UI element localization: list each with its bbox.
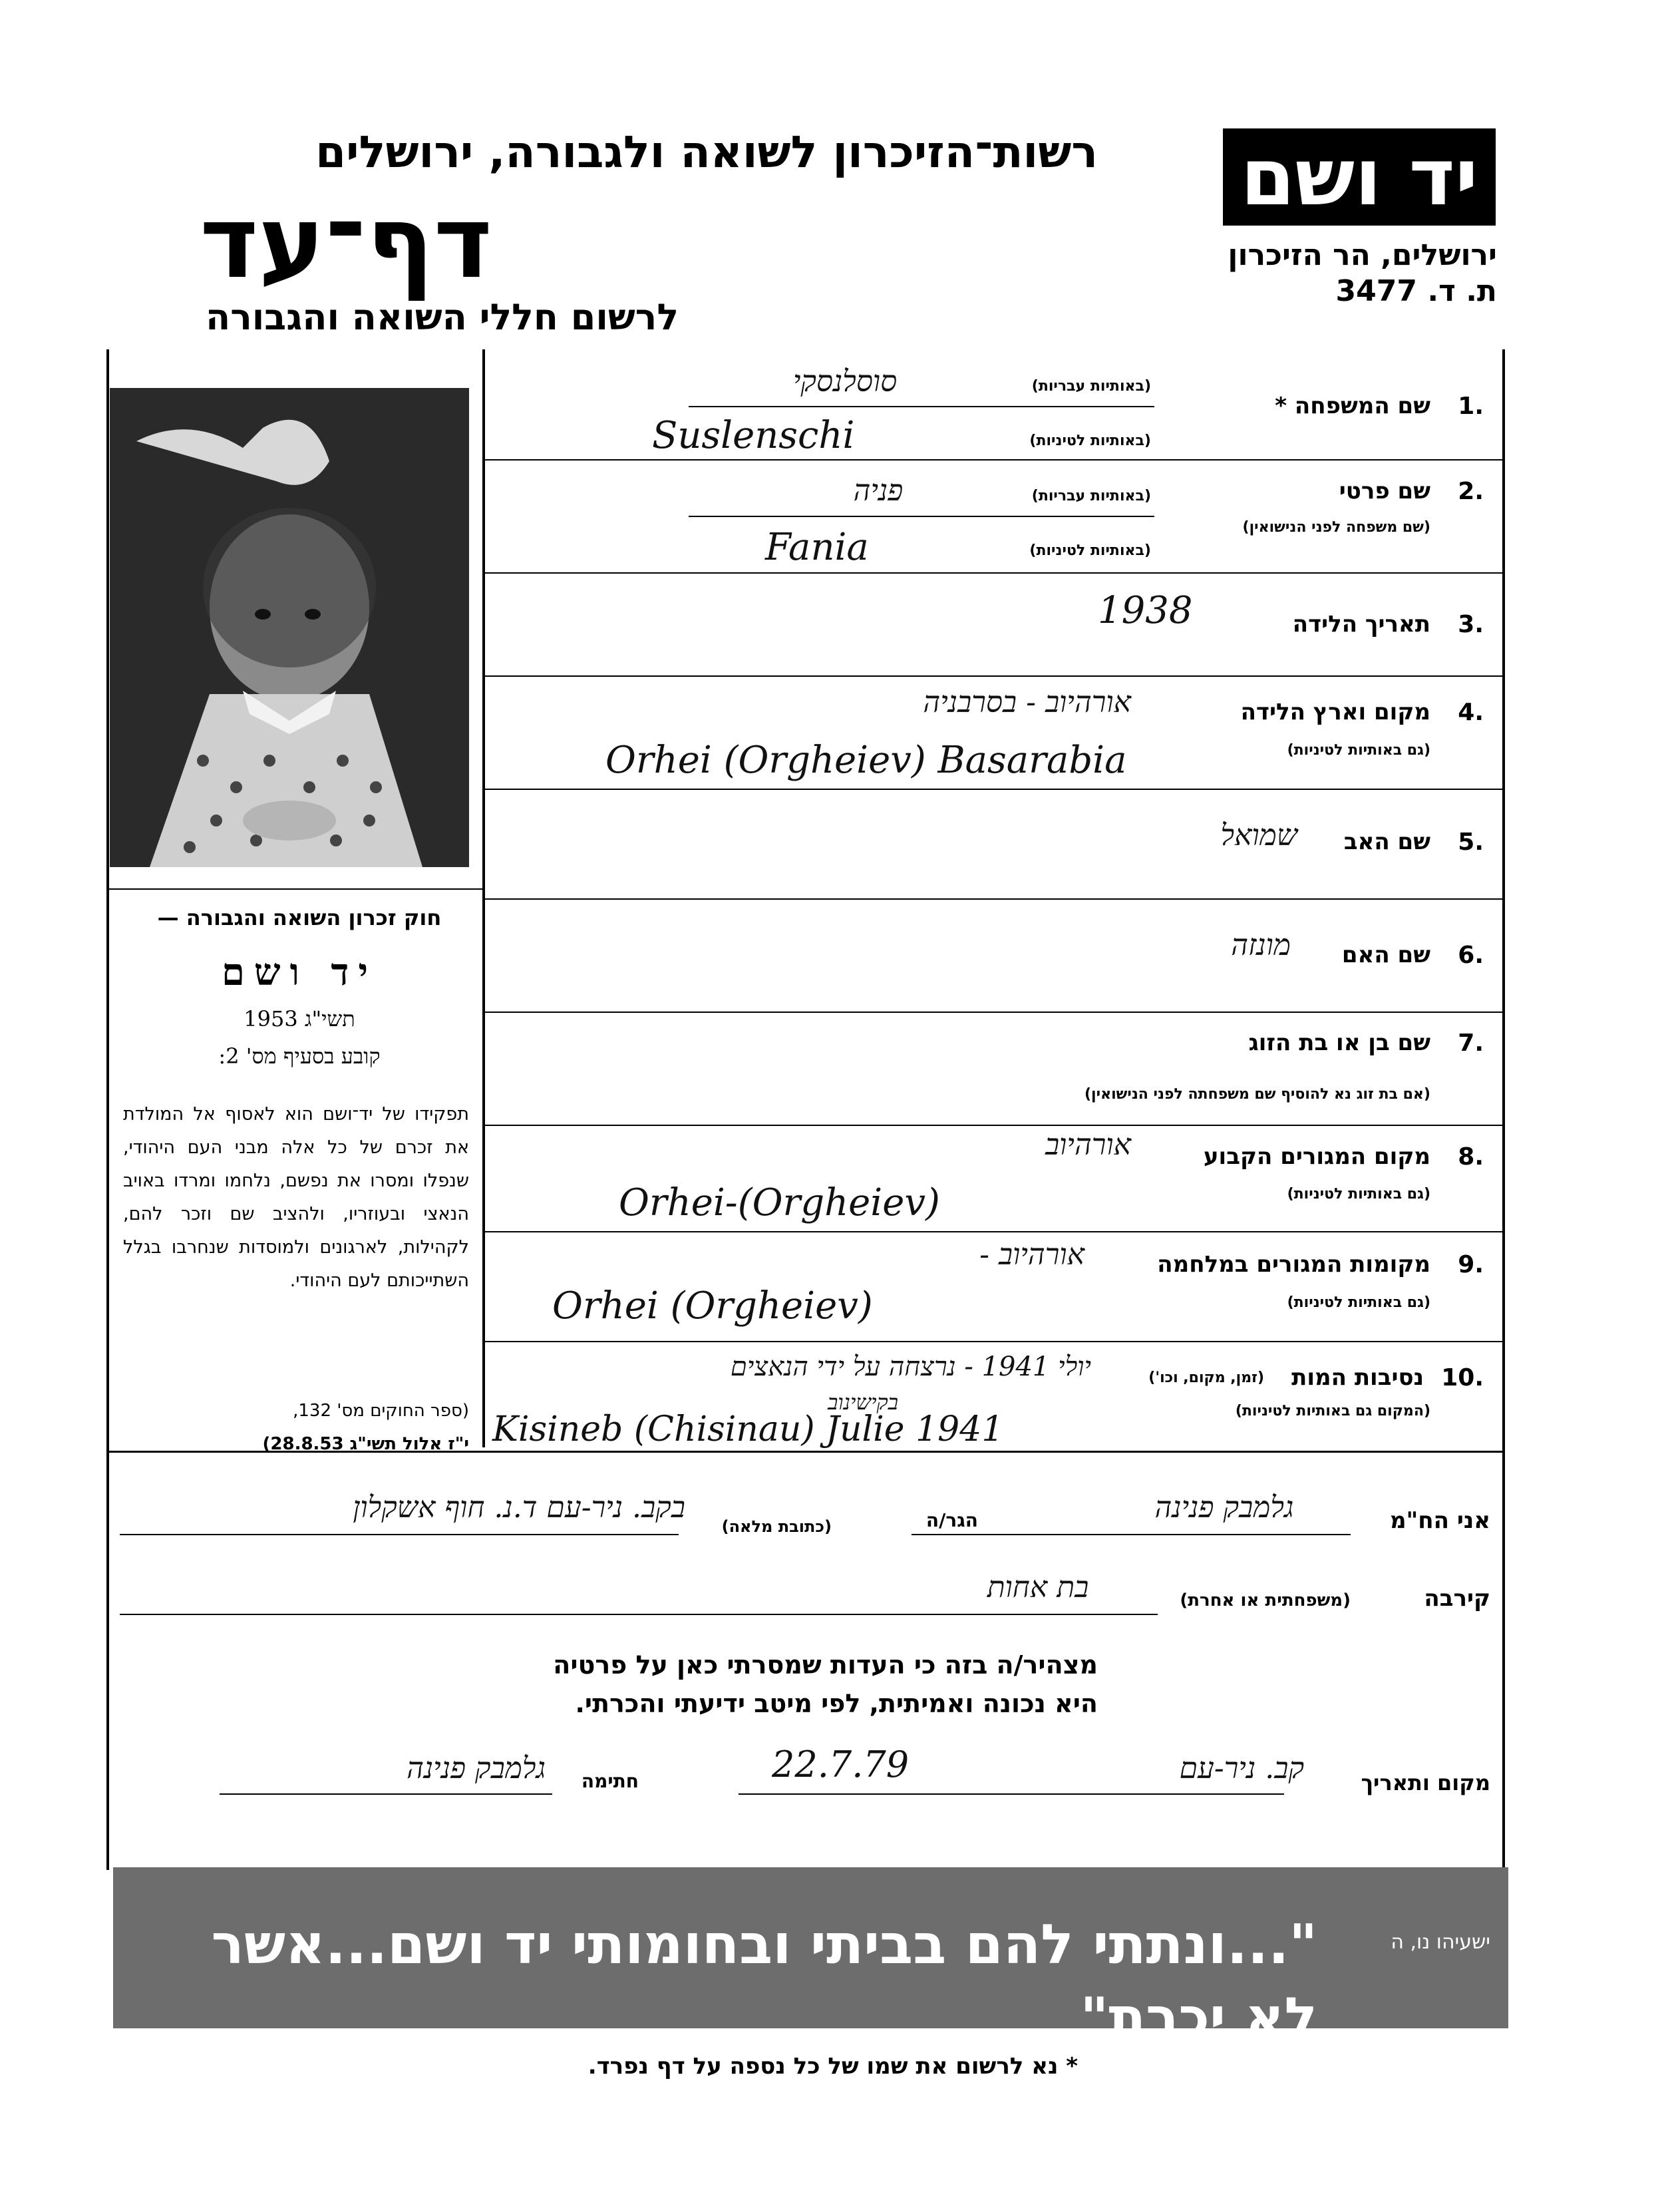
row-separator: [482, 789, 1504, 790]
declarant-label: אני הח"מ: [1389, 1507, 1490, 1534]
field-9-label: מקומות המגורים במלחמה: [1157, 1251, 1430, 1278]
field-2-hebrew-value[interactable]: פניה: [853, 474, 904, 508]
law-reference-2: י"ז אלול תשי"ג 28.8.53): [262, 1434, 469, 1454]
field-10-number: 10.: [1441, 1364, 1484, 1391]
date-value[interactable]: 22.7.79: [772, 1744, 910, 1785]
field-10-note: (זמן, מקום, וכו'): [1148, 1370, 1264, 1386]
place-date-label: מקום ותאריך: [1361, 1770, 1490, 1795]
place-value[interactable]: קב. ניר-עם: [1179, 1751, 1304, 1785]
law-reference-1: (ספר החוקים מס' 132,: [293, 1401, 469, 1421]
field-2-hebrew-line: [689, 516, 1154, 517]
authority-title: רשות־הזיכרון לשואה ולגבורה, ירושלים: [315, 126, 1098, 178]
field-5-label: שם האב: [1343, 829, 1430, 855]
declarant-address-line: [120, 1534, 679, 1535]
signature-value[interactable]: גלמבק פנינה: [407, 1751, 546, 1785]
field-3-label: תאריך הלידה: [1292, 611, 1430, 638]
banner-quote: "...ונתתי להם בביתי ובחומותי יד ושם...אשר לא יכרת": [211, 1913, 1317, 2050]
field-4-latin-value[interactable]: Orhei (Orgheiev) Basarabia: [605, 739, 1127, 782]
field-6-label: שם האם: [1341, 942, 1430, 968]
relation-label: קירבה: [1424, 1585, 1490, 1612]
field-4-number: 4.: [1458, 699, 1484, 726]
field-8-latin-note: (גם באותיות לטיניות): [1287, 1186, 1430, 1202]
field-2-number: 2.: [1458, 478, 1484, 505]
declarant-name-line: [912, 1534, 1351, 1535]
law-name: יד ושם: [221, 950, 378, 994]
section-separator: [106, 1451, 1504, 1453]
field-9-number: 9.: [1458, 1251, 1484, 1278]
field-10-latin-note: (המקום גם באותיות לטיניות): [1235, 1403, 1430, 1419]
row-separator: [482, 1231, 1504, 1232]
residing-label: הגר/ה: [925, 1509, 978, 1531]
field-4-hebrew-value[interactable]: אורהיוב - בסרבניה: [923, 685, 1131, 719]
field-8-latin-value[interactable]: Orhei-(Orgheiev): [619, 1181, 940, 1224]
field-1-hebrew-value[interactable]: סוסלנסקי: [792, 365, 898, 399]
portrait-image: [110, 388, 469, 867]
field-2-hebrew-note: (באותיות עבריות): [1031, 488, 1151, 504]
field-4-label: מקום וארץ הלידה: [1240, 699, 1430, 725]
field-3-number: 3.: [1458, 611, 1484, 638]
field-8-hebrew-value[interactable]: אורהיוב: [1045, 1128, 1131, 1162]
quote-banner: [113, 1867, 1508, 2050]
field-7-note: (אם בת זוג נא להוסיף שם משפחתה לפני הנישואין): [1084, 1086, 1430, 1103]
relation-line: [120, 1614, 1158, 1615]
logo-address-line: ירושלים, הר הזיכרון: [1228, 238, 1497, 272]
row-separator: [482, 898, 1504, 900]
field-8-label: מקום המגורים הקבוע: [1203, 1143, 1430, 1170]
law-year: תשי"ג 1953: [244, 1006, 355, 1031]
field-9-latin-note: (גם באותיות לטיניות): [1287, 1294, 1430, 1311]
field-9-hebrew-value[interactable]: אורהיוב -: [979, 1238, 1084, 1272]
field-7-number: 7.: [1458, 1029, 1484, 1057]
field-2-sublabel: (שם משפחה לפני הנישואין): [1242, 519, 1430, 536]
logo-pobox-line: ת. ד. 3477: [1335, 274, 1497, 308]
field-1-hebrew-line: [689, 406, 1154, 407]
relation-note: (משפחתית או אחרת): [1180, 1590, 1351, 1610]
sidebar-separator: [106, 888, 482, 890]
law-text: תפקידו של יד־ושם הוא לאסוף אל המולדת את זכרם של כל אלה מבני העם היהודי, שנפלו ומסרו את נפשם, נלחמו ומרדו באויב הנאצי ובעוזריו, ולהציב שם וזכר להם, לקהילות, לארגונים ולמוסדות שנחרבו בגלל השתייכותם לעם היהודי.: [123, 1104, 469, 1291]
field-10-hebrew-value-2[interactable]: בקישינוב: [828, 1389, 898, 1415]
field-1-number: 1.: [1458, 393, 1484, 420]
field-5-value[interactable]: שמואל: [1220, 819, 1297, 852]
declarant-address[interactable]: בקב. ניר-עם ד.נ. חוף אשקלון: [353, 1491, 685, 1525]
victim-photo: [110, 388, 469, 867]
footer-note: * נא לרשום את שמו של כל נספה על דף נפרד.: [587, 2053, 1078, 2080]
relation-value[interactable]: בת אחות: [987, 1570, 1089, 1604]
form-title: דף־עד: [200, 185, 492, 301]
field-10-label: נסיבות המות: [1291, 1364, 1424, 1391]
field-10-latin-value[interactable]: Kisineb (Chisinau) Julie 1941: [492, 1409, 1004, 1449]
address-note: (כתובת מלאה): [721, 1517, 832, 1536]
field-1-hebrew-note: (באותיות עבריות): [1031, 378, 1151, 395]
declarant-name[interactable]: גלמבק פנינה: [1154, 1491, 1294, 1525]
field-8-number: 8.: [1458, 1143, 1484, 1171]
signature-label: חתימה: [581, 1770, 639, 1792]
banner-source: ישעיהו נו, ה: [1391, 1931, 1490, 1954]
place-date-line: [739, 1793, 1284, 1795]
field-6-value[interactable]: מונזה: [1231, 928, 1291, 962]
field-2-latin-value[interactable]: Fania: [765, 526, 869, 569]
row-separator: [482, 572, 1504, 574]
field-2-latin-note: (באותיות לטיניות): [1029, 542, 1151, 559]
field-9-latin-value[interactable]: Orhei (Orgheiev): [552, 1284, 873, 1328]
row-separator: [482, 1012, 1504, 1013]
signature-line: [220, 1793, 552, 1795]
field-7-label: שם בן או בת הזוג: [1248, 1029, 1430, 1056]
row-separator: [482, 675, 1504, 677]
law-clause: קובע בסעיף מס' 2:: [218, 1043, 381, 1069]
row-separator: [482, 1125, 1504, 1126]
frame-right: [1502, 349, 1505, 1870]
frame-left: [106, 349, 109, 1870]
row-separator: [482, 1341, 1504, 1342]
form-subtitle: לרשום חללי השואה והגבורה: [206, 296, 679, 338]
row-separator: [482, 459, 1504, 461]
field-5-number: 5.: [1458, 829, 1484, 856]
field-2-label: שם פרטי: [1339, 478, 1430, 504]
field-1-label: שם המשפחה *: [1275, 393, 1430, 419]
field-1-latin-value[interactable]: Suslenschi: [652, 414, 855, 457]
field-6-number: 6.: [1458, 942, 1484, 969]
field-1-latin-note: (באותיות לטיניות): [1029, 433, 1151, 449]
field-10-hebrew-value[interactable]: יולי 1941 - נרצחה על ידי הנאצים: [730, 1352, 1091, 1382]
field-4-latin-note: (גם באותיות לטיניות): [1287, 742, 1430, 759]
declaration-statement-2: היא נכונה ואמיתית, לפי מיטב ידיעתי והכרתי.: [575, 1689, 1098, 1718]
field-3-value[interactable]: 1938: [1098, 589, 1193, 632]
law-title: חוק זכרון השואה והגבורה —: [157, 905, 442, 930]
yad-vashem-logo: יד ושם: [1223, 128, 1496, 226]
declaration-statement-1: מצהיר/ה בזה כי העדות שמסרתי כאן על פרטיה: [553, 1650, 1098, 1680]
